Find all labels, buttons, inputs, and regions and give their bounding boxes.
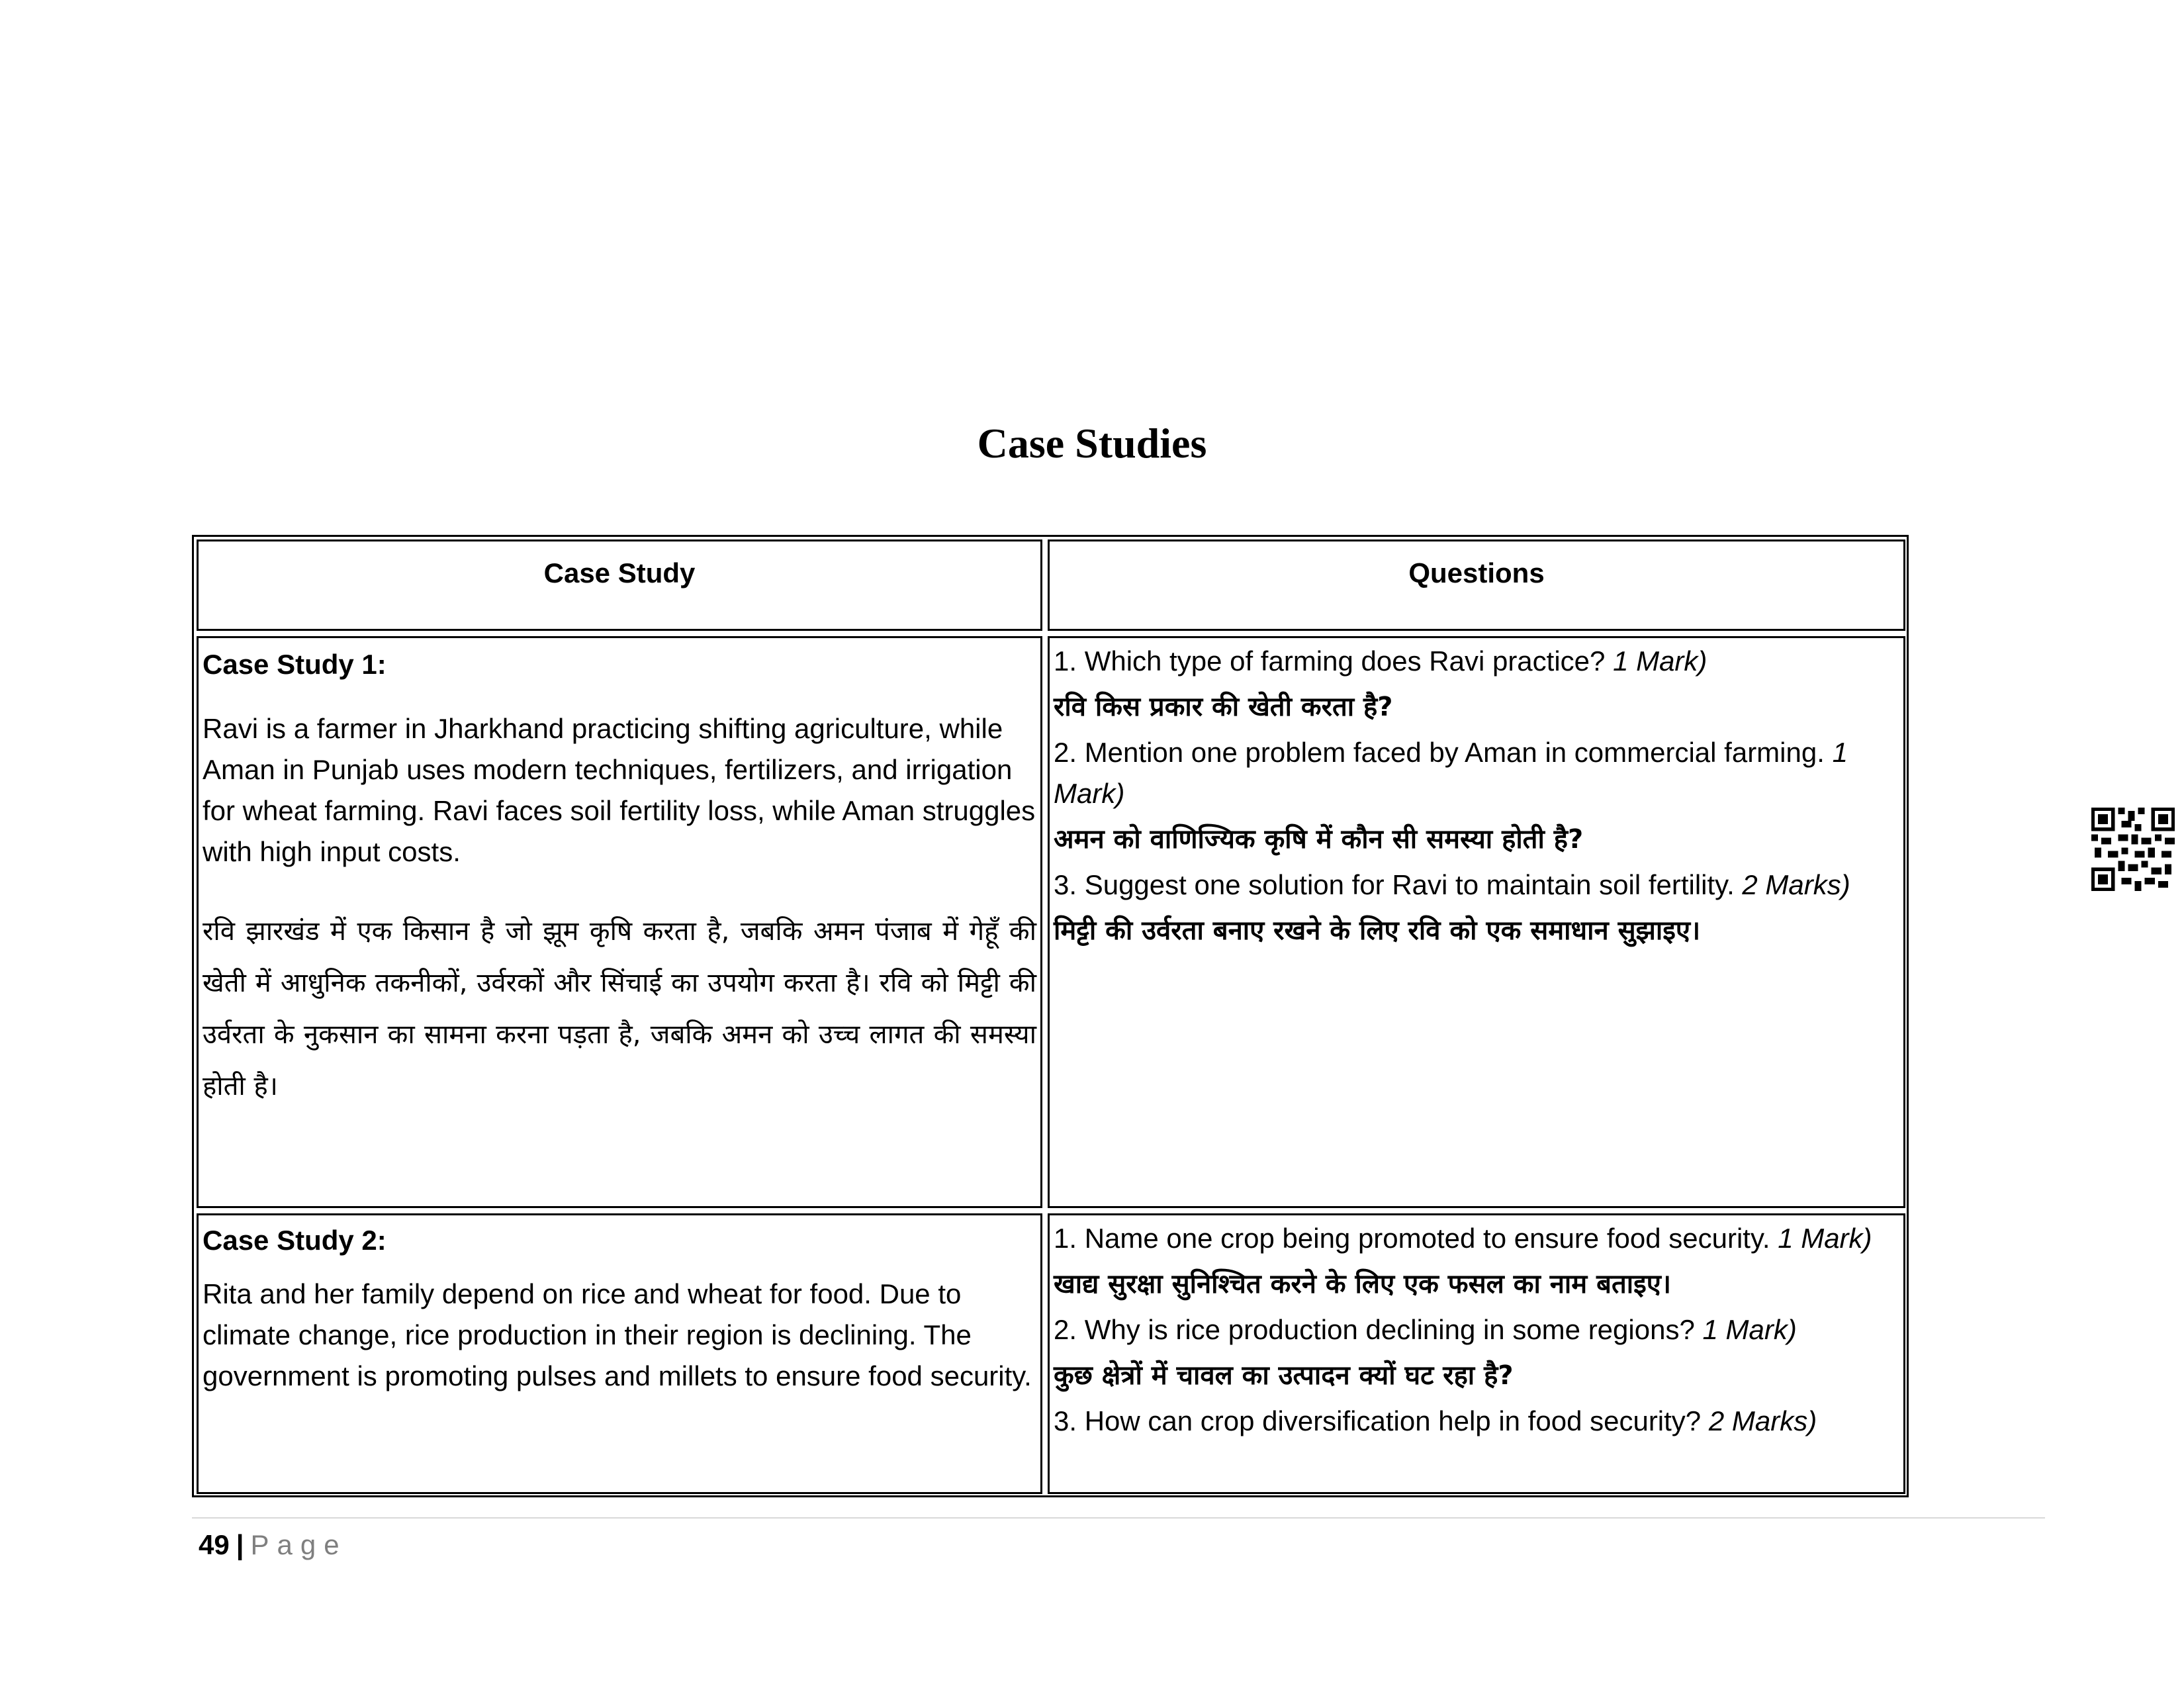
question-hi: खाद्य सुरक्षा सुनिश्चित करने के लिए एक फसल का नाम बताइए। [1054, 1269, 1672, 1299]
question-en: 2. Mention one problem faced by Aman in commercial farming. 1 Mark) [1054, 737, 1848, 809]
footer-separator: | [236, 1529, 244, 1560]
case-study-label: Case Study 2: [203, 1225, 387, 1256]
case-study-text-hindi: रवि झारखंड में एक किसान है जो झूम कृषि करता है, जबकि अमन पंजाब में गेहूँ की खेती में आधुनिक तकनीकों, उर्वरकों और सिंचाई का उपयोग करता है। रवि को मिट्टी की उर्वरता के नुकसान का सामना करना पड़ता है, जबकि अमन को उच्च लागत की समस्या होती है। [203, 916, 1036, 1102]
header-questions: Questions [1048, 539, 1905, 631]
case-study-table [192, 535, 1909, 1497]
question-en: 1. Name one crop being promoted to ensure food security. 1 Mark) [1054, 1223, 1872, 1254]
question-hi: कुछ क्षेत्रों में चावल का उत्पादन क्यों घट रहा है? [1054, 1360, 1514, 1391]
question-en: 2. Why is rice production declining in some regions? 1 Mark) [1054, 1314, 1797, 1345]
question-hi: रवि किस प्रकार की खेती करता है? [1054, 692, 1393, 722]
question-en: 3. How can crop diversification help in food security? 2 Marks) [1054, 1405, 1817, 1436]
case-study-text-english: Ravi is a farmer in Jharkhand practicing shifting agriculture, while Aman in Punjab uses modern techniques, fertilizers, and irrigation for wheat farming. Ravi faces soil fertility loss, while Aman struggles with high input costs. [203, 713, 1036, 867]
page-footer [199, 1525, 347, 1565]
footer-divider [192, 1517, 2045, 1519]
questions-2-cell [1048, 1213, 1905, 1494]
case-study-2-cell [197, 1213, 1042, 1494]
question-hi: मिट्टी की उर्वरता बनाए रखने के लिए रवि को एक समाधान सुझाइए। [1054, 915, 1701, 946]
case-study-text-english: Rita and her family depend on rice and wheat for food. Due to climate change, rice production in their region is declining. The government is promoting pulses and millets to ensure food security. [203, 1278, 1032, 1391]
case-study-label: Case Study 1: [203, 649, 387, 680]
page-number: 49 [199, 1529, 230, 1560]
question-en: 3. Suggest one solution for Ravi to maintain soil fertility. 2 Marks) [1054, 869, 1850, 900]
case-study-1-cell [197, 636, 1042, 1208]
qr-code-icon [2091, 808, 2175, 891]
question-en: 1. Which type of farming does Ravi practice? 1 Mark) [1054, 645, 1707, 677]
header-case-study: Case Study [197, 539, 1042, 631]
page-label: Page [250, 1529, 347, 1560]
question-hi: अमन को वाणिज्यिक कृषि में कौन सी समस्या होती है? [1054, 824, 1584, 855]
page-title: Case Studies [977, 420, 1207, 467]
questions-1-cell [1048, 636, 1905, 1208]
